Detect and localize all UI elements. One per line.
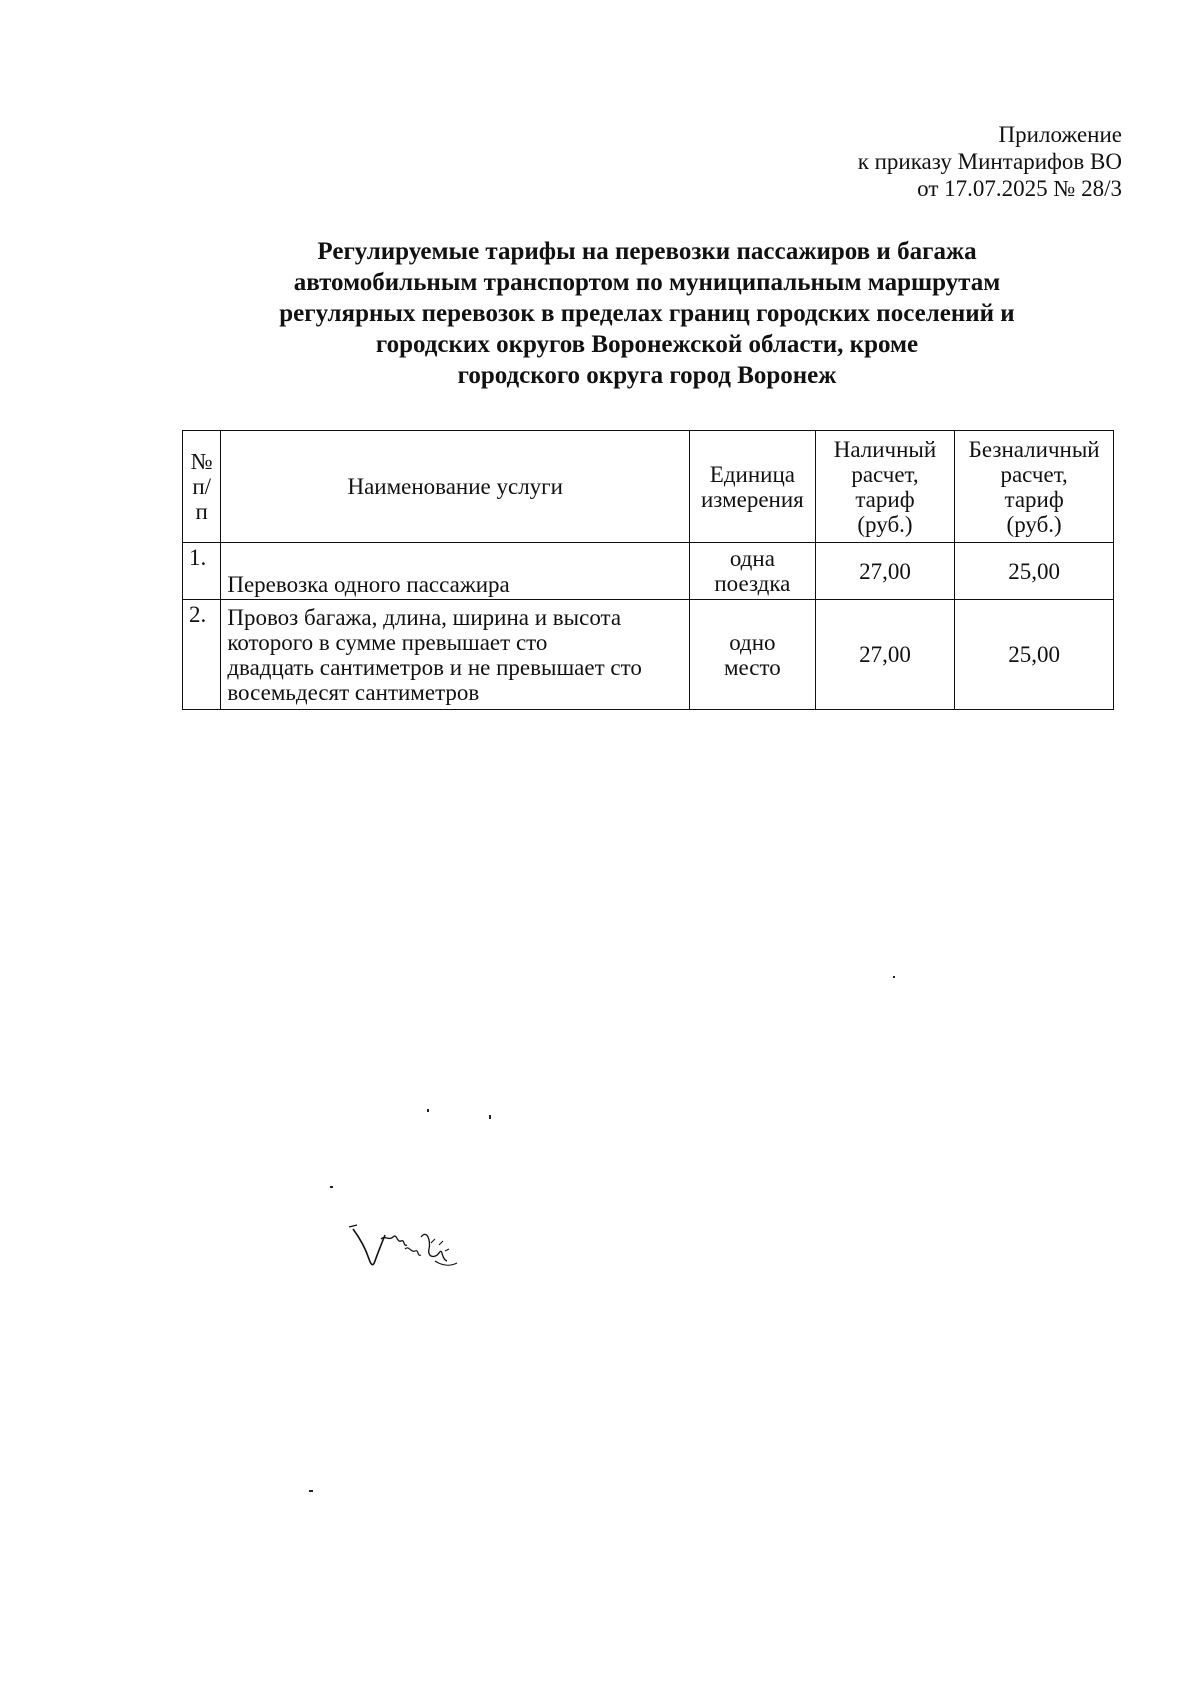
service-name-line: Перевозка одного пассажира <box>227 572 510 597</box>
scan-speck <box>330 1186 333 1188</box>
appendix-note <box>858 121 1122 202</box>
row-number: 1. <box>183 543 221 600</box>
header-cash-tariff <box>815 431 955 543</box>
header-text: № <box>190 449 213 474</box>
scan-speck <box>489 1115 491 1119</box>
scan-speck <box>427 1109 429 1112</box>
service-name-line: восемьдесят сантиметров <box>227 679 480 705</box>
header-text: Безналичный <box>968 436 1100 462</box>
unit-line: одно <box>729 629 776 655</box>
header-unit <box>690 431 816 543</box>
title-line: городских округов Воронежской области, кроме <box>375 331 919 358</box>
header-text: измерения <box>701 486 804 512</box>
header-text: (руб.) <box>1006 511 1062 537</box>
tariff-table <box>182 430 1114 710</box>
cash-tariff: 27,00 <box>815 543 955 600</box>
table-row <box>183 543 1114 600</box>
unit-line: место <box>723 654 781 680</box>
header-number <box>183 431 221 543</box>
cashless-tariff: 25,00 <box>955 543 1114 600</box>
table-row <box>183 600 1114 710</box>
row-number: 2. <box>183 600 221 710</box>
appendix-line: Приложение <box>998 122 1122 147</box>
header-text: тариф <box>1004 486 1064 512</box>
scan-speck <box>309 1490 313 1492</box>
unit-line: поездка <box>714 571 791 596</box>
cash-tariff: 27,00 <box>815 600 955 710</box>
cashless-tariff: 25,00 <box>955 600 1114 710</box>
header-text: п/п <box>192 474 212 524</box>
header-text: (руб.) <box>857 511 913 537</box>
title-line: городского округа город Воронеж <box>457 362 837 389</box>
header-service-name <box>221 431 690 543</box>
unit-of-measure <box>690 543 816 600</box>
title-line: Регулируемые тарифы на перевозки пассажиров и багажа <box>317 238 977 265</box>
service-name <box>221 543 690 600</box>
header-text: Единица <box>709 461 795 487</box>
service-name <box>221 600 690 710</box>
table-header-row <box>183 431 1114 543</box>
header-text: Наличный <box>833 436 937 462</box>
scan-speck <box>893 976 895 978</box>
header-text: тариф <box>855 486 915 512</box>
service-name-line: двадцать сантиметров и не превышает сто <box>227 654 642 680</box>
unit-of-measure <box>690 600 816 710</box>
title-line: регулярных перевозок в пределах границ городских поселений и <box>279 300 1015 327</box>
header-text: расчет, <box>851 461 919 487</box>
appendix-line: к приказу Минтарифов ВО <box>857 149 1122 174</box>
document-title <box>182 236 1112 391</box>
header-text: расчет, <box>1000 461 1068 487</box>
service-name-line: которого в сумме превышает сто <box>227 629 548 655</box>
appendix-line: от 17.07.2025 № 28/3 <box>917 176 1122 201</box>
header-cashless-tariff <box>955 431 1114 543</box>
signature-mark <box>345 1215 465 1280</box>
title-line: автомобильным транспортом по муниципальным маршрутам <box>293 269 1001 296</box>
service-name-line: Провоз багажа, длина, ширина и высота <box>227 604 622 630</box>
unit-line: одна <box>729 546 775 571</box>
header-text: Наименование услуги <box>347 474 563 499</box>
